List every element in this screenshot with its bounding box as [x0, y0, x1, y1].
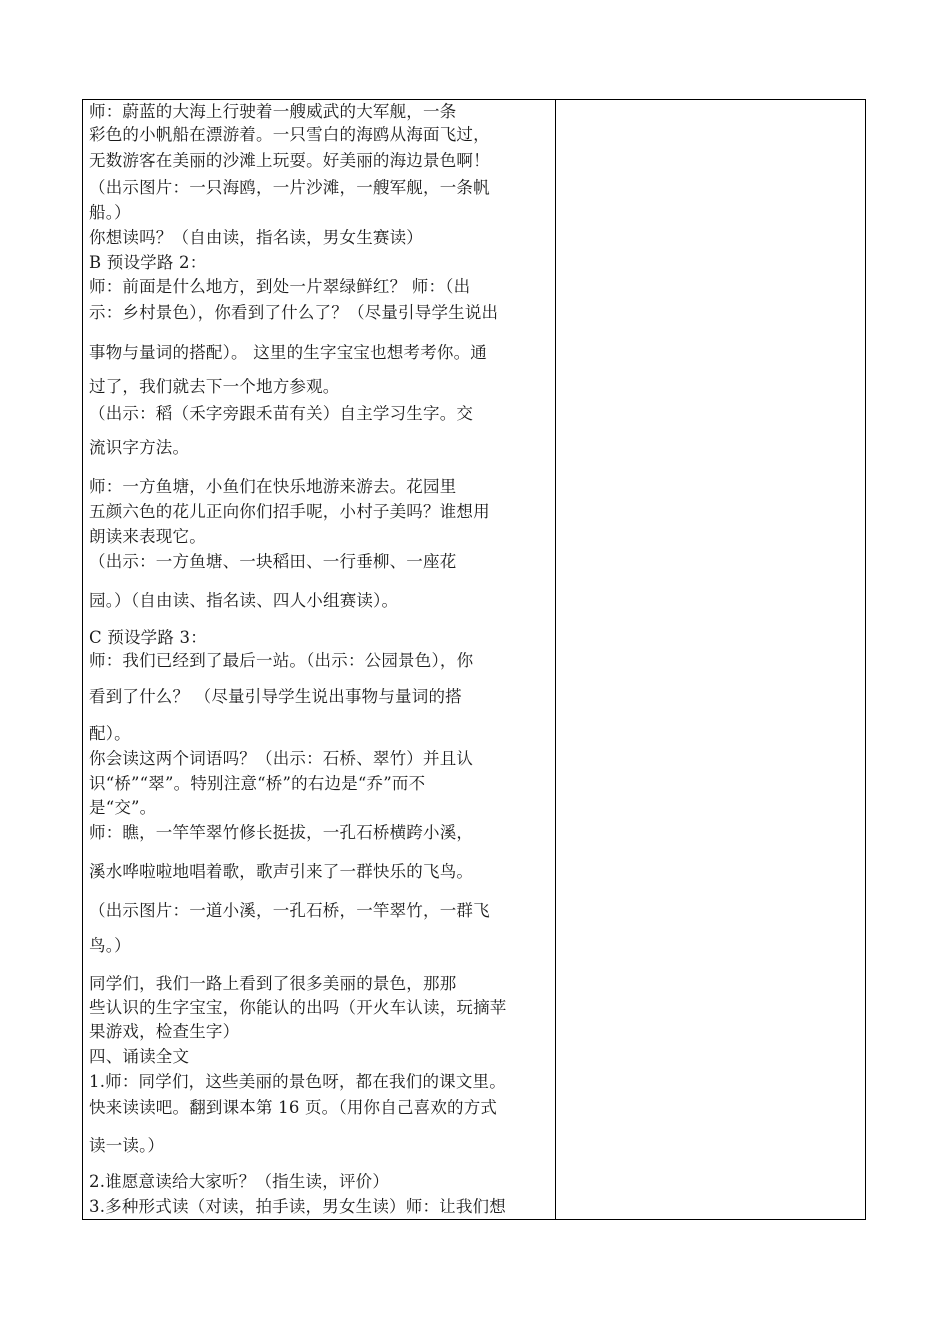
text-line: 示：乡村景色），你看到了什么了？（尽量引导学生说出 [89, 303, 499, 322]
text-line: 快来读读吧。翻到课本第 16 页。（用你自己喜欢的方式 [89, 1098, 498, 1117]
text-line: （出示图片：一道小溪，一孔石桥，一竿翠竹，一群飞 [89, 901, 490, 920]
lesson-content-cell [83, 100, 555, 1219]
text-line: 师：蔚蓝的大海上行驶着一艘威武的大军舰，一条 [89, 102, 457, 121]
text-line: 溪水哗啦啦地唱着歌，歌声引来了一群快乐的飞鸟。 [89, 862, 474, 881]
text-line: （出示：稻（禾字旁跟禾苗有关）自主学习生字。交 [89, 404, 474, 423]
text-line: 配）。 [89, 724, 131, 743]
text-line: 无数游客在美丽的沙滩上玩耍。好美丽的海边景色啊！ [89, 151, 490, 170]
text-line: 你想读吗？（自由读，指名读，男女生赛读） [89, 228, 423, 247]
text-line: 师：前面是什么地方，到处一片翠绿鲜红？ 师：（出 [89, 277, 471, 296]
text-line: 师：瞧，一竿竿翠竹修长挺拔，一孔石桥横跨小溪， [89, 823, 474, 842]
text-line: 读一读。） [89, 1136, 165, 1155]
text-line: 师：一方鱼塘，小鱼们在快乐地游来游去。花园里 [89, 477, 457, 496]
text-line: 些认识的生字宝宝，你能认的出吗（开火车认读，玩摘苹 [89, 998, 507, 1017]
text-line: 鸟。） [89, 936, 131, 955]
section-heading: B 预设学路 2： [89, 253, 207, 272]
lesson-table [82, 99, 866, 1220]
section-heading: C 预设学路 3： [89, 628, 207, 647]
text-line: 船。） [89, 203, 131, 222]
section-heading: 四、诵读全文 [89, 1047, 190, 1066]
text-line: 过了，我们就去下一个地方参观。 [89, 377, 340, 396]
notes-cell [556, 100, 865, 1219]
text-line: 果游戏，检查生字） [89, 1022, 240, 1041]
text-line: 朗读来表现它。 [89, 527, 206, 546]
text-line: 识“桥”“翠”。特别注意“桥”的右边是“乔”而不 [89, 774, 426, 793]
text-line: 3.多种形式读（对读，拍手读，男女生读）师：让我们想 [89, 1197, 506, 1216]
text-line: 园。）（自由读、指名读、四人小组赛读）。 [89, 591, 399, 610]
text-line: （出示：一方鱼塘、一块稻田、一行垂柳、一座花 [89, 552, 457, 571]
text-line: （出示图片：一只海鸥，一片沙滩，一艘军舰，一条帆 [89, 178, 490, 197]
text-line: 是“交”。 [89, 798, 157, 817]
text-line: 看到了什么？ （尽量引导学生说出事物与量词的搭 [89, 687, 462, 706]
text-line: 师：我们已经到了最后一站。（出示：公园景色），你 [89, 651, 474, 670]
text-line: 2.谁愿意读给大家听？（指生读，评价） [89, 1172, 390, 1191]
text-line: 事物与量词的搭配）。 这里的生字宝宝也想考考你。通 [89, 343, 487, 362]
text-line: 同学们，我们一路上看到了很多美丽的景色，那那 [89, 974, 457, 993]
text-line: 1.师：同学们，这些美丽的景色呀，都在我们的课文里。 [89, 1072, 506, 1091]
text-line: 彩色的小帆船在漂游着。一只雪白的海鸥从海面飞过， [89, 125, 490, 144]
text-line: 你会读这两个词语吗？（出示：石桥、翠竹）并且认 [89, 749, 474, 768]
text-line: 五颜六色的花儿正向你们招手呢，小村子美吗？谁想用 [89, 502, 490, 521]
text-line: 流识字方法。 [89, 438, 190, 457]
